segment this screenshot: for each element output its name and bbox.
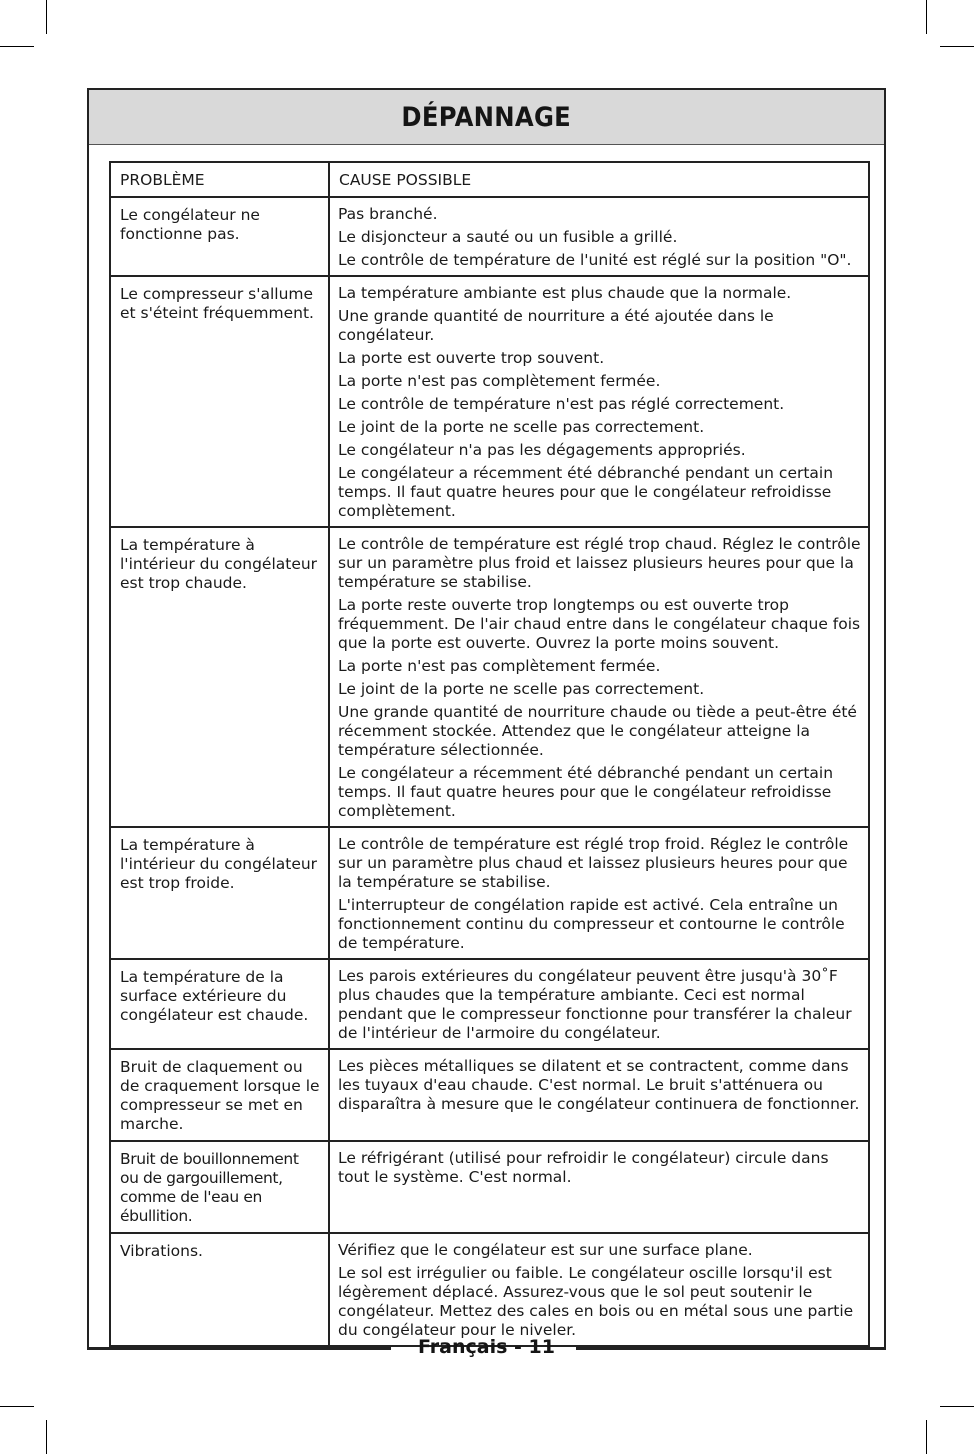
problem-cell: Le compresseur s'allume et s'éteint fréquemment. xyxy=(110,276,329,527)
table-row xyxy=(110,527,869,827)
table-row xyxy=(110,827,869,959)
cause-item: La porte est ouverte trop souvent. xyxy=(338,349,605,367)
problem-cell: Le congélateur ne fonctionne pas. xyxy=(110,197,329,276)
crop-mark xyxy=(0,1406,34,1407)
crop-mark xyxy=(46,0,47,34)
cause-item: La porte n'est pas complètement fermée. xyxy=(338,657,661,675)
crop-mark xyxy=(0,46,34,47)
troubleshooting-frame xyxy=(87,88,886,1350)
problem-cell: Bruit de claquement ou de craquement lorsque le compresseur se met en marche. xyxy=(110,1049,329,1141)
page-footer xyxy=(87,1335,886,1359)
table-row xyxy=(110,197,869,276)
cause-item: Le disjoncteur a sauté ou un fusible a grillé. xyxy=(338,228,678,246)
table-row xyxy=(110,1049,869,1141)
cause-item: Le congélateur n'a pas les dégagements appropriés. xyxy=(338,441,746,459)
cause-item: Les parois extérieures du congélateur peuvent être jusqu'à 30˚F plus chaudes que la température ambiante. Ceci est normal pendant que le compresseur fonctionne pour transférer la chaleur de l'intérieur de l'armoire du congélateur. xyxy=(338,967,852,1042)
cause-item: Une grande quantité de nourriture a été ajoutée dans le congélateur. xyxy=(338,307,774,344)
table-row xyxy=(110,959,869,1049)
table-body xyxy=(110,197,869,1346)
crop-mark xyxy=(940,46,974,47)
table-row xyxy=(110,1233,869,1346)
problem-cell: Vibrations. xyxy=(110,1233,329,1346)
crop-mark xyxy=(940,1406,974,1407)
table-row xyxy=(110,276,869,527)
cause-item: Le contrôle de température de l'unité est réglé sur la position "O". xyxy=(338,251,852,269)
crop-mark xyxy=(926,1420,927,1454)
cause-item: Le joint de la porte ne scelle pas correctement. xyxy=(338,680,705,698)
cause-item: Le contrôle de température est réglé trop froid. Réglez le contrôle sur un paramètre plus chaud et laissez plusieurs heures pour que la température se stabilise. xyxy=(338,835,849,891)
cause-cell xyxy=(329,1141,869,1233)
page-title: DÉPANNAGE xyxy=(401,101,572,133)
cause-item: Pas branché. xyxy=(338,205,438,223)
crop-mark xyxy=(926,0,927,34)
cause-item: Le sol est irrégulier ou faible. Le congélateur oscille lorsqu'il est légèrement déplacé. Assurez-vous que le sol peut soutenir le congélateur. Mettez des cales en bois ou en métal sous une partie du congélateur pour le niveler. xyxy=(338,1264,854,1339)
cause-item: L'interrupteur de congélation rapide est activé. Cela entraîne un fonctionnement continu du compresseur et contourne le contrôle de température. xyxy=(338,896,845,952)
cause-item: Une grande quantité de nourriture chaude ou tiède a peut-être été récemment stockée. Attendez que le congélateur atteigne la température sélectionnée. xyxy=(338,703,857,759)
cause-item: Vérifiez que le congélateur est sur une surface plane. xyxy=(338,1241,753,1259)
header-cause: CAUSE POSSIBLE xyxy=(329,162,869,197)
cause-item: Les pièces métalliques se dilatent et se contractent, comme dans les tuyaux d'eau chaude. C'est normal. Le bruit s'atténuera ou disparaîtra à mesure que le congélateur continuera de fonctionner. xyxy=(338,1057,860,1113)
problem-cell: La température à l'intérieur du congélateur est trop froide. xyxy=(110,827,329,959)
footer-rule-right xyxy=(576,1347,886,1350)
crop-mark xyxy=(46,1420,47,1454)
cause-item: Le joint de la porte ne scelle pas correctement. xyxy=(338,418,705,436)
problem-cell: La température de la surface extérieure du congélateur est chaude. xyxy=(110,959,329,1049)
problem-cell: Bruit de bouillonnement ou de gargouillement, comme de l'eau en ébullition. xyxy=(110,1141,329,1233)
cause-item: La température ambiante est plus chaude que la normale. xyxy=(338,284,792,302)
header-problem: PROBLÈME xyxy=(110,162,329,197)
cause-cell xyxy=(329,827,869,959)
troubleshooting-table xyxy=(109,161,870,1347)
cause-cell xyxy=(329,276,869,527)
cause-item: La porte reste ouverte trop longtemps ou est ouverte trop fréquemment. De l'air chaud entre dans le congélateur chaque fois que la porte est ouverte. Ouvrez la porte moins souvent. xyxy=(338,596,861,652)
cause-item: Le congélateur a récemment été débranché pendant un certain temps. Il faut quatre heures pour que le congélateur refroidisse complètement. xyxy=(338,764,834,820)
cause-item: Le congélateur a récemment été débranché pendant un certain temps. Il faut quatre heures pour que le congélateur refroidisse complètement. xyxy=(338,464,834,520)
cause-item: Le réfrigérant (utilisé pour refroidir le congélateur) circule dans tout le système. C'est normal. xyxy=(338,1149,829,1186)
cause-cell xyxy=(329,959,869,1049)
cause-cell xyxy=(329,1049,869,1141)
table-row xyxy=(110,1141,869,1233)
cause-cell xyxy=(329,197,869,276)
table-header-row xyxy=(110,162,869,197)
cause-cell xyxy=(329,527,869,827)
problem-cell: La température à l'intérieur du congélateur est trop chaude. xyxy=(110,527,329,827)
cause-item: La porte n'est pas complètement fermée. xyxy=(338,372,661,390)
cause-item: Le contrôle de température est réglé trop chaud. Réglez le contrôle sur un paramètre plus froid et laissez plusieurs heures pour que la température se stabilise. xyxy=(338,535,861,591)
cause-item: Le contrôle de température n'est pas réglé correctement. xyxy=(338,395,785,413)
title-banner xyxy=(89,90,884,145)
page-number: Français - 11 xyxy=(418,1336,555,1358)
cause-cell xyxy=(329,1233,869,1346)
